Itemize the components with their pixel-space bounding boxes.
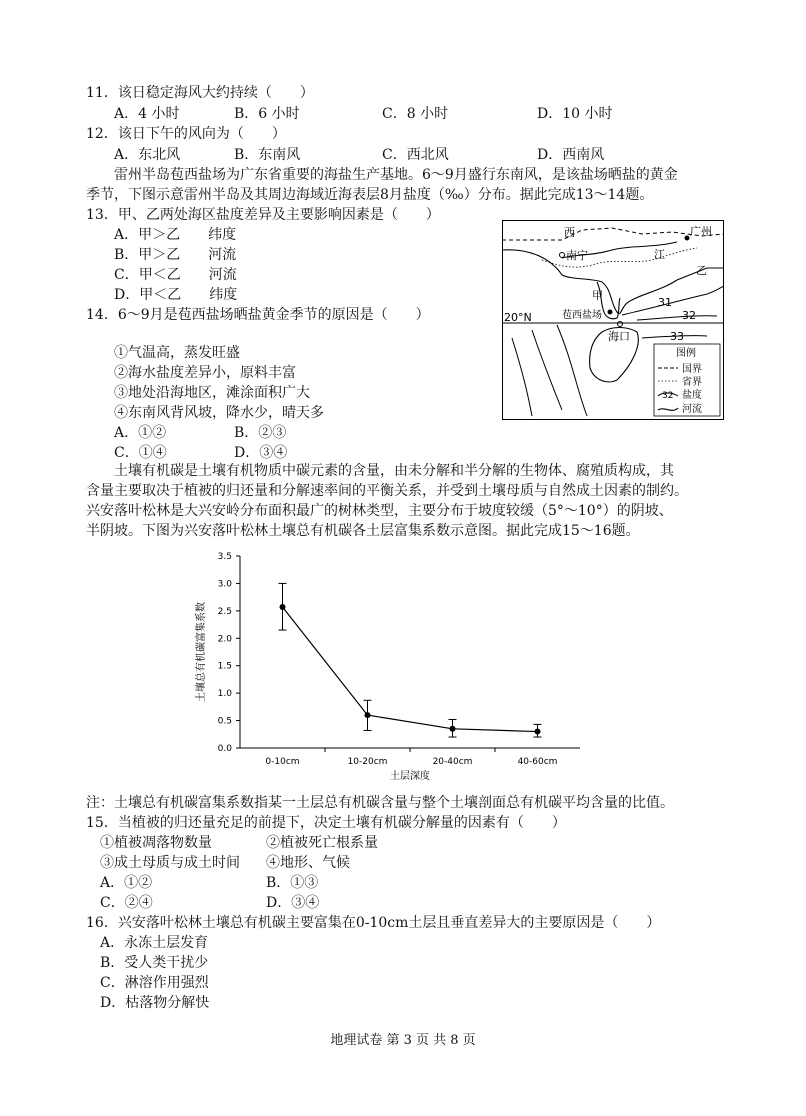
page-footer: 地理试卷 第 3 页 共 8 页: [330, 1033, 476, 1048]
q15-statement-3: ③成土母质与成土时间: [100, 855, 240, 871]
salinity-map: [502, 220, 724, 420]
q13-option-b[interactable]: B．甲＞乙 河流: [114, 247, 237, 263]
q14-statement-3: ③地处沿海地区，滩涂面积广大: [114, 385, 310, 401]
q14-statement-4: ④东南风背风坡，降水少，晴天多: [114, 405, 324, 421]
data-point: [450, 726, 456, 732]
legend-province: 省界: [682, 377, 702, 388]
x-axis-label: 土层深度: [390, 771, 430, 782]
intro2-line1: 土壤有机碳是土壤有机物质中碳元素的含量，由未分解和半分解的生物体、腐殖质构成，其: [114, 463, 674, 479]
x-tick-label: 40-60cm: [517, 757, 558, 767]
q16-option-a[interactable]: A．永冻土层发育: [100, 935, 209, 951]
intro1-line2: 季节，下图示意雷州半岛及其周边海域近海表层8月盐度（‰）分布。据此完成13～14题。: [86, 187, 654, 203]
y-tick-label: 2.5: [217, 606, 232, 617]
data-point: [365, 712, 371, 718]
y-tick-label: 1.0: [217, 689, 232, 700]
legend-salinity-value: 32: [662, 391, 674, 401]
q15-option-d[interactable]: D．③④: [266, 895, 320, 911]
q14-statement-1: ①气温高，蒸发旺盛: [114, 345, 240, 361]
q11-option-c[interactable]: C．8 小时: [382, 106, 449, 122]
map-isoline-33: 33: [670, 330, 684, 343]
q13-stem: 13．甲、乙两处海区盐度差异及主要影响因素是（ ）: [86, 207, 440, 223]
legend-border: 国界: [682, 364, 702, 375]
q11-option-b[interactable]: B．6 小时: [234, 106, 300, 122]
intro2-line3: 兴安落叶松林是大兴安岭分布面积最广的树林类型，主要分布于坡度较缓（5°～10°）的阴坡、: [86, 503, 673, 519]
map-label-yi: 乙: [696, 264, 707, 277]
q14-option-c[interactable]: C．①④: [114, 445, 167, 461]
x-tick-label: 0-10cm: [265, 757, 300, 767]
x-tick-label: 20-40cm: [432, 757, 473, 767]
map-label-west: 西: [564, 226, 575, 239]
q14-option-a[interactable]: A．①②: [114, 425, 167, 441]
q15-statement-1: ①植被凋落物数量: [100, 835, 212, 851]
q15-statement-4: ④地形、气候: [266, 855, 350, 871]
map-label-guangzhou: 广州: [690, 225, 712, 238]
q12-option-b[interactable]: B．东南风: [234, 147, 301, 163]
map-isoline-32: 32: [682, 309, 696, 322]
data-point: [535, 729, 541, 735]
q14-statement-2: ②海水盐度差异小，原料丰富: [114, 365, 296, 381]
q14-option-d[interactable]: D．③④: [234, 445, 288, 461]
map-label-nanning: 南宁: [566, 249, 588, 262]
y-tick-label: 3.0: [217, 579, 232, 590]
q11-option-d[interactable]: D．10 小时: [537, 106, 613, 122]
data-series-line: [283, 607, 538, 732]
q15-option-a[interactable]: A．①②: [100, 875, 153, 891]
q13-option-d[interactable]: D．甲＜乙 纬度: [114, 287, 238, 303]
q13-option-a[interactable]: A．甲＞乙 纬度: [114, 227, 237, 243]
q15-statement-2: ②植被死亡根系量: [266, 835, 378, 851]
y-tick-label: 3.5: [217, 552, 232, 562]
q14-stem: 14．6～9月是苞西盐场晒盐黄金季节的原因是（ ）: [86, 307, 430, 323]
legend-river: 河流: [682, 404, 702, 415]
data-point: [280, 604, 286, 610]
map-label-jia: 甲: [592, 289, 603, 302]
q15-stem: 15．当植被的归还量充足的前提下，决定土壤有机碳分解量的因素有（ ）: [86, 815, 566, 831]
map-isoline-31: 31: [658, 296, 672, 309]
q11-option-a[interactable]: A．4 小时: [114, 106, 180, 122]
legend-salinity: 盐度: [682, 390, 702, 401]
y-tick-label: 2.0: [217, 634, 232, 645]
map-label-river: 江: [654, 248, 665, 261]
enrichment-chart: [180, 548, 600, 788]
intro2-line2: 含量主要取决于植被的归还量和分解速率间的平衡关系，并受到土壤母质与自然成土因素的制约。: [86, 483, 688, 499]
y-tick-label: 1.5: [217, 661, 232, 672]
q15-option-c[interactable]: C．②④: [100, 895, 153, 911]
map-label-saltfield: 苞西盐场: [562, 310, 602, 321]
q11-stem: 11．该日稳定海风大约持续（ ）: [86, 85, 314, 101]
x-tick-label: 10-20cm: [347, 757, 388, 767]
y-axis-label: 土壤总有机碳富集系数: [196, 602, 207, 702]
map-label-haikou: 海口: [608, 330, 630, 343]
q14-option-b[interactable]: B．②③: [234, 425, 287, 441]
legend-title: 图例: [676, 348, 696, 359]
q12-option-a[interactable]: A．东北风: [114, 147, 181, 163]
q15-option-b[interactable]: B．①③: [266, 875, 319, 891]
q12-option-c[interactable]: C．西北风: [382, 147, 449, 163]
chart-note: 注：土壤总有机碳富集系数指某一土层总有机碳含量与整个土壤剖面总有机碳平均含量的比值。: [86, 795, 674, 811]
y-tick-label: 0.0: [217, 744, 232, 754]
y-tick-label: 0.5: [217, 716, 232, 727]
q13-option-c[interactable]: C．甲＜乙 河流: [114, 267, 237, 283]
intro1-line1: 雷州半岛苞西盐场为广东省重要的海盐生产基地。6～9月盛行东南风，是该盐场晒盐的黄金: [114, 167, 678, 183]
q12-stem: 12．该日下午的风向为（ ）: [86, 126, 286, 142]
q16-option-b[interactable]: B．受人类干扰少: [100, 955, 209, 971]
q16-stem: 16．兴安落叶松林土壤总有机碳主要富集在0-10cm土层且垂直差异大的主要原因是（ ）: [86, 915, 661, 931]
q16-option-c[interactable]: C．淋溶作用强烈: [100, 975, 209, 991]
q12-option-d[interactable]: D．西南风: [537, 147, 605, 163]
intro2-line4: 半阴坡。下图为兴安落叶松林土壤总有机碳各土层富集系数示意图。据此完成15～16题。: [86, 523, 640, 539]
q16-option-d[interactable]: D．枯落物分解快: [100, 995, 210, 1011]
map-label-latitude: 20°N: [504, 311, 532, 324]
